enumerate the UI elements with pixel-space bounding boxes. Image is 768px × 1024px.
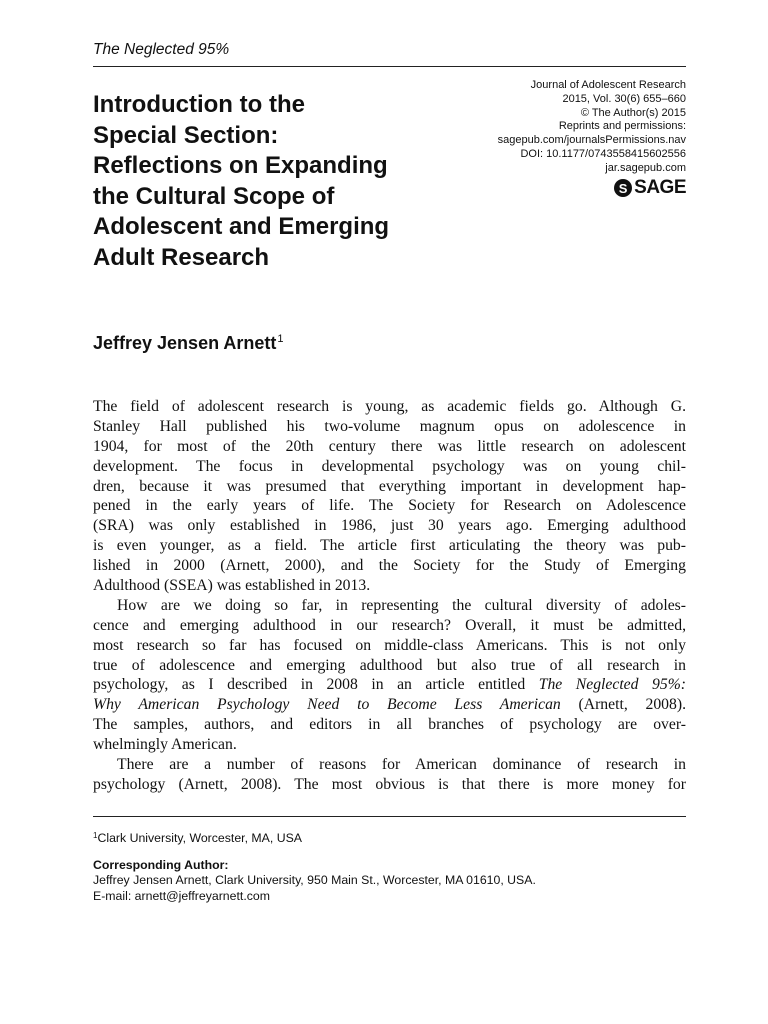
body-line: psychology (Arnett, 2008). The most obvious is that there is more money for (93, 775, 686, 793)
title-line: the Cultural Scope of (93, 182, 335, 210)
body-line: true of adolescence and emerging adulthood but also true of all research in (93, 656, 686, 674)
article-title (93, 90, 483, 273)
body-line: whelmingly American. (93, 736, 237, 754)
running-head: The Neglected 95% (93, 41, 230, 58)
body-line: The field of adolescent research is young, as academic fields go. Although G. (93, 398, 686, 415)
body-text: (Arnett, 2008). (578, 696, 687, 714)
body-line: lished in 2000 (Arnett, 2000), and the Society for the Study of Emerging (93, 557, 686, 575)
journal-info (498, 79, 686, 176)
corresponding-address: Jeffrey Jensen Arnett, Clark University, 950 Main St., Worcester, MA 01610, USA. (93, 873, 536, 887)
cited-title-part-2: Why American Psychology Need to Become Less American (93, 696, 561, 714)
body-line: The samples, authors, and editors in all branches of psychology are over- (93, 716, 686, 734)
journal-site-link[interactable]: jar.sagepub.com (605, 161, 686, 174)
journal-copyright: © The Author(s) 2015 (580, 106, 686, 119)
permissions-link[interactable]: sagepub.com/journalsPermissions.nav (497, 134, 686, 147)
footnote-marker: 1 (93, 831, 98, 840)
journal-reprints: Reprints and permissions: (558, 120, 686, 133)
journal-name: Journal of Adolescent Research (530, 79, 686, 91)
affiliation-text: Clark University, Worcester, MA, USA (97, 831, 302, 845)
body-line: (SRA) was only established in 1986, just 30 years ago. Emerging adulthood (93, 517, 686, 535)
body-line: most research so far has focused on middle-class Americans. This is not only (93, 636, 686, 654)
body-line: cence and emerging adulthood in our research? Overall, it must be admitted, (93, 616, 686, 634)
corresponding-heading: Corresponding Author: (93, 857, 229, 872)
body-text: psychology, as I described in 2008 in an article entitled (93, 676, 526, 694)
corresponding-email[interactable]: E-mail: arnett@jeffreyarnett.com (93, 888, 270, 903)
article-body (93, 397, 686, 795)
body-line: 1904, for most of the 20th century there was little research on adolescent (93, 437, 686, 455)
title-line: Adolescent and Emerging (93, 213, 390, 240)
affiliation-marker: 1 (277, 333, 284, 345)
author-byline (93, 333, 284, 354)
body-line: is even younger, as a field. The article first articulating the theory was pub- (93, 537, 686, 555)
body-line: development. The focus in developmental psychology was on young chil- (93, 457, 686, 475)
author-name: Jeffrey Jensen Arnett (93, 333, 277, 353)
body-line: pened in the early years of life. The Society for Research on Adolescence (93, 497, 686, 515)
body-line-with-title (93, 695, 686, 715)
doi-link[interactable]: DOI: 10.1177/0743558415602556 (520, 147, 686, 160)
body-line: There are a number of reasons for American dominance of research in (117, 756, 686, 774)
sage-logo-text: SAGE (634, 177, 686, 198)
cited-title-part-1: The Neglected 95%: (538, 676, 686, 694)
affiliation-note (93, 828, 686, 847)
title-line: Reflections on Expanding (93, 152, 388, 179)
body-line-with-title (93, 675, 686, 695)
body-line: How are we doing so far, in representing the cultural diversity of adoles- (117, 596, 686, 614)
body-line: Adulthood (SSEA) was established in 2013. (93, 577, 371, 595)
footnotes (93, 828, 686, 904)
sage-mark-icon: S (614, 179, 632, 197)
footnote-rule (93, 816, 686, 817)
title-line: Introduction to the (93, 91, 305, 118)
sage-logo (614, 177, 686, 199)
title-line: Adult Research (93, 243, 270, 271)
header-rule (93, 66, 686, 67)
body-line: dren, because it was presumed that everything important in development hap- (93, 477, 686, 495)
title-line: Special Section: (93, 121, 279, 149)
journal-volume: 2015, Vol. 30(6) 655–660 (562, 92, 686, 105)
body-line: Stanley Hall published his two-volume magnum opus on adolescence in (93, 417, 686, 435)
